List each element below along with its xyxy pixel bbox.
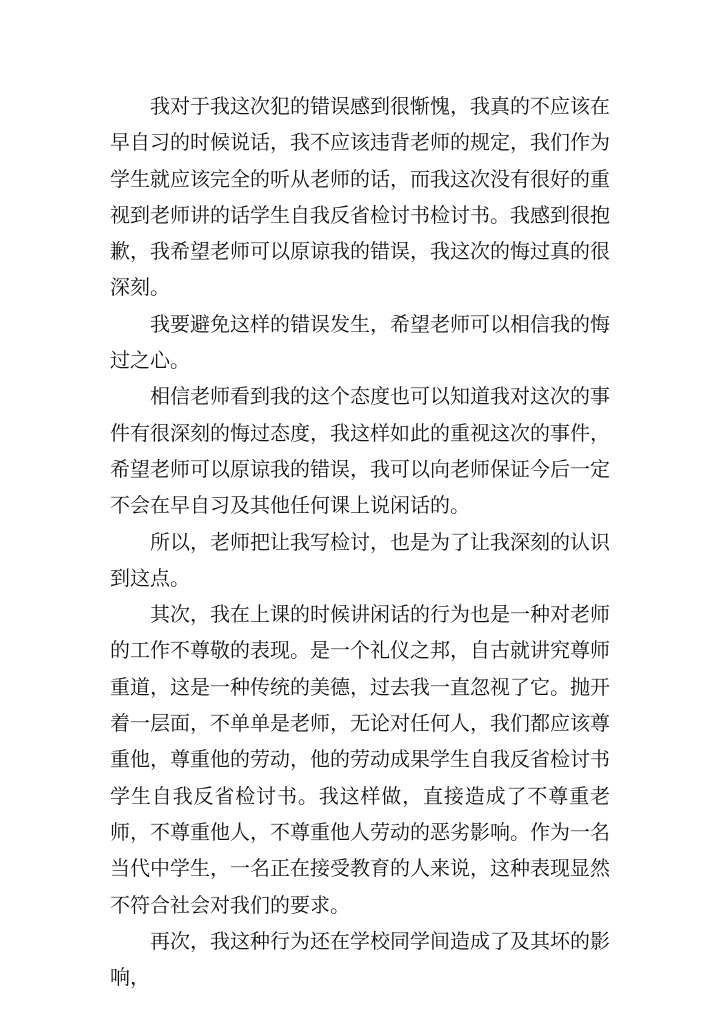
document-body: [110, 88, 610, 995]
paragraph-6: 再次，我这种行为还在学校同学间造成了及其坏的影响，: [110, 928, 610, 990]
paragraph-3: 相信老师看到我的这个态度也可以知道我对这次的事件有很深刻的悔过态度，我这样如此的重视这次的事件，希望老师可以原谅我的错误，我可以向老师保证今后一定不会在早自习及其他任何课上说闲话的。: [110, 384, 610, 518]
paragraph-4: 所以，老师把让我写检讨，也是为了让我深刻的认识到这点。: [110, 529, 610, 590]
paragraph-5: 其次，我在上课的时候讲闲话的行为也是一种对老师的工作不尊敬的表现。是一个礼仪之邦，自古就讲究尊师重道，这是一种传统的美德，过去我一直忽视了它。抛开着一层面，不单单是老师，无论对任何人，我们都应该尊重他，尊重他的劳动，他的劳动成果学生自我反省检讨书学生自我反省检讨书。我这样做，直接造成了不尊重老师，不尊重他人，不尊重他人劳动的恶劣影响。作为一名当代中学生，一名正在接受教育的人来说，这种表现显然不符合社会对我们的要求。: [110, 602, 610, 917]
paragraph-1: 我对于我这次犯的错误感到很惭愧，我真的不应该在早自习的时候说话，我不应该违背老师的规定，我们作为学生就应该完全的听从老师的话，而我这次没有很好的重视到老师讲的话学生自我反省检讨书检讨书。我感到很抱歉，我希望老师可以原谅我的错误，我这次的悔过真的很深刻。: [110, 94, 610, 300]
paragraph-2: 我要避免这样的错误发生，希望老师可以相信我的悔过之心。: [110, 311, 610, 373]
